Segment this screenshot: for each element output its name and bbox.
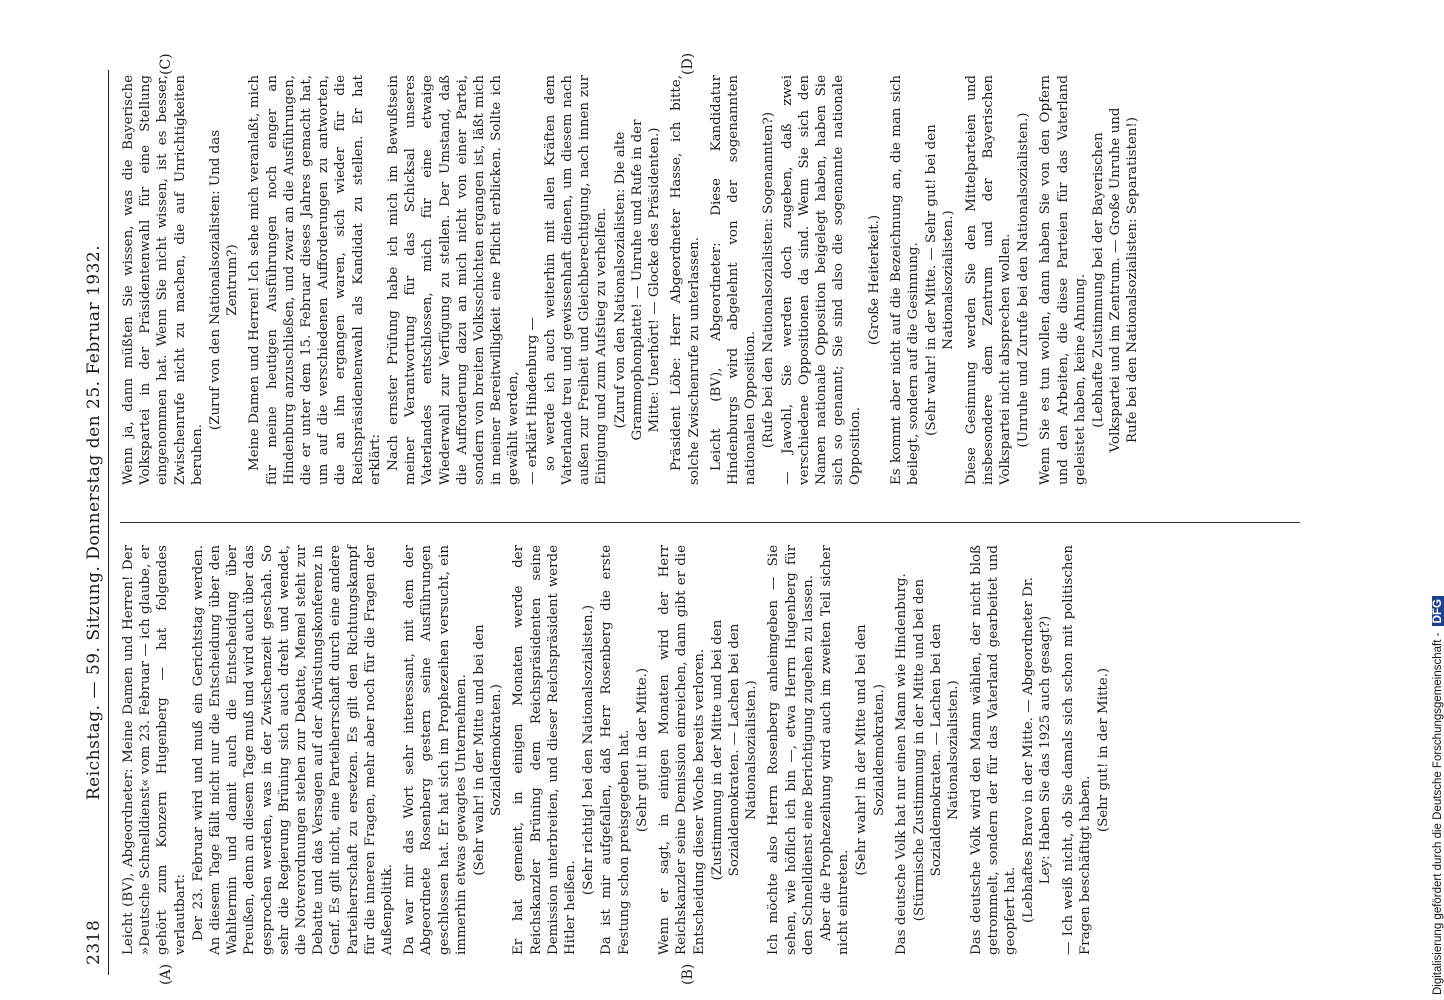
interjection: (Zuruf von den Nationalsozialisten: Und das Zentrum?) [208, 129, 241, 431]
paragraph: — erklärt Hindenburg — [524, 317, 540, 485]
paragraph: Da war mir das Wort sehr interessant, mit dem der Abgeordnete Rosenberg gestern seine Ausführungen geschlossen hat. Er hat sich im Prophezeihen versucht, ein immerhin etwas gewagtes Unternehmen. [402, 545, 469, 955]
right-column [120, 75, 1300, 485]
text-columns [120, 52, 1300, 985]
paragraph: Wenn er sagt, in einigen Monaten wird der Herr Reichskanzler seine Demission einreichen, dann gibt er die Entscheidung dieser Woche bereits verloren. [657, 545, 707, 955]
paragraph: Meine Damen und Herren! Ich sehe mich veranlaßt, mich für meine heutigen Ausführungen noch enger an Hindenburg anzuschließen, und zwar an die Ausführungen, die er unter dem 15. Februar dieses Jahres gemacht hat, um auf die verschiedenen Aufforderungen zu antworten, die an ihn ergangen waren, sich wieder für die Reichspräsidentenwahl als Kandidat zu stellen. Er hat erklärt: [247, 75, 383, 485]
dfg-logo: DFG [1432, 596, 1444, 626]
paragraph: Leicht (BV), Abgeordneter: Meine Damen und Herren! Der »Deutsche Schnelldienst« vom 23. Februar — ich glaube, er gehört zum Konzern Hugenberg — hat folgendes verlautbart: [121, 545, 188, 955]
paragraph: Ich möchte also Herrn Rosenberg anheimgeben — Sie sehen, wie höflich ich bin —, etwa Herrn Hugenberg für den Schnelldienst eine Berichtigung zugehen zu lassen. [766, 545, 816, 955]
paragraph: Aber die Prophezeihung wird auch im zweiten Teil sicher nicht eintreten. [818, 545, 852, 955]
paragraph: Wenn Sie es tun wollen, dann haben Sie von den Opfern und den Arbeiten, die diese Parteien für das Vaterland geleistet haben, keine Ahnung. [1038, 75, 1088, 485]
paragraph: Diese Gesinnung werden Sie den Mittelparteien und insbesondere dem Zentrum und der Bayerischen Volkspartei nicht absprechen wollen. [963, 75, 1013, 485]
running-title: Reichstag. — 59. Sitzung. Donnerstag den 25. Februar 1932. [84, 244, 104, 801]
interjection: (Zuruf von den Nationalsozialisten: Die alte Grammophonplatte! — Unruhe und Rufe in der Mitte: Unerhört! — Glocke des Präsidenten.) [612, 119, 663, 441]
margin-marker-a: (A) [158, 963, 174, 985]
interjection: (Sehr wahr! in der Mitte und bei den Sozialdemokraten.) [854, 624, 887, 876]
interjection: (Zustimmung in der Mitte und bei den Sozialdemokraten. — Lachen bei den Nationalsozialisten.) [709, 619, 760, 881]
interjection: (Unruhe und Zurufe bei den Nationalsozialisten.) [1016, 112, 1032, 448]
interjection: (Sehr wahr! in der Mitte. — Sehr gut! bei den Nationalsozialisten.) [924, 124, 957, 436]
header-rule [108, 70, 109, 975]
interjection: (Stürmische Zustimmung in der Mitte und bei den Sozialdemokraten. — Lachen bei den Nationalsozialisten.) [911, 578, 962, 922]
margin-marker-c: (C) [158, 53, 174, 75]
interjection: (Sehr gut! in der Mitte.) [634, 667, 650, 833]
interjection: (Lebhaftes Bravo in der Mitte. — Abgeordneter Dr. Ley: Haben Sie das 1925 auch gesagt?) [1021, 576, 1054, 924]
margin-marker-b: (B) [680, 963, 696, 985]
margin-marker-d: (D) [680, 52, 696, 75]
digitization-credit [1432, 596, 1444, 995]
paragraph: Es kommt aber nicht auf die Bezeichnung an, die man sich beilegt, sondern auf die Gesinnung. [888, 75, 921, 485]
interjection: (Sehr richtig! bei den Nationalsozialisten.) [581, 604, 597, 896]
quote-paragraph: Der 23. Februar wird und muß ein Gerichtstag werden. An diesem Tage fällt nicht nur die Entscheidung über den Wahltermin und damit auch die Entscheidung über Preußen, denn an diesem Tage muß und wird auch über das gesprochen werden, was in der Zwischenzeit geschah. So sehr die Regierung Brüning sich auch dreht und wendet, die Notverordnungen stehen zur Debatte, Memel steht zur Debatte und das Versagen auf der Abrüstungskonferenz in Genf. Es gilt nicht, eine Parteiherrschaft durch eine andere Parteiherrschaft zu ersetzen. Es gilt den Richtungskampf für die inneren Fragen, mehr aber noch für die Fragen der Außenpolitik. [190, 545, 396, 955]
paragraph: Das deutsche Volk wird den Mann wählen, der nicht bloß getrommelt, sondern der für das Vaterland gearbeitet und geopfert hat. [968, 545, 1018, 955]
interjection: (Sehr gut! in der Mitte.) [1095, 667, 1111, 833]
interjection: (Sehr wahr! in der Mitte und bei den Sozialdemokraten.) [472, 624, 505, 876]
page-number: 2318 [84, 919, 104, 965]
column-divider [120, 522, 1300, 523]
paragraph: — Jawohl, Sie werden doch zugeben, daß zwei verschiedene Oppositionen da sind. Wenn Sie sich den Namen nationale Opposition beigelegt haben, haben Sie sich so genannt; Sie sind also die sogenannte nationale Opposition. [779, 75, 864, 485]
interjection: (Rufe bei den Nationalsozialisten: Sogenannten?) [761, 111, 777, 449]
paragraph: Das deutsche Volk hat nur einen Mann wie Hindenburg. [893, 573, 909, 955]
credit-text: Digitalisierung gefördert durch die Deutsche Forschungsgemeinschaft - [1432, 632, 1444, 995]
page-header [80, 70, 110, 975]
quote-paragraph: so werde ich auch weiterhin mit allen Kräften dem Vaterlande treu und gewissenhaft dienen, um diesem nach außen zur Freiheit und Gleichberechtigung, nach innen zur Einigung und zum Aufstieg zu verhelfen. [542, 75, 610, 485]
paragraph: Wenn ja, dann müßten Sie wissen, was die Bayerische Volkspartei in der Präsidentenwahl für eine Stellung eingenommen hat. Wenn Sie nicht wissen, ist es besser, Zwischenrufe nicht zu machen, die auf Unrichtigkeiten beruhen. [121, 75, 205, 485]
interjection: (Große Heiterkeit.) [866, 214, 882, 346]
interjection: (Lebhafte Zustimmung bei der Bayerischen Volkspartei und im Zentrum. — Große Unruhe und Rufe bei den Nationalsozialisten: Separatisten!) [1090, 107, 1141, 453]
quote-paragraph: Nach ernster Prüfung habe ich mich im Bewußtsein meiner Verantwortung für das Schicksal unseres Vaterlandes entschlossen, mich für eine etwaige Wiederwahl zur Verfügung zu stellen. Der Umstand, daß die Aufforderung dazu an mich nicht von einer Partei, sondern von breiten Volksschichten ergangen ist, läßt mich in meiner Bereitwilligkeit eine Pflicht erblicken. Sollte ich gewählt werden, [386, 75, 522, 485]
scanned-page [80, 52, 1440, 985]
paragraph: Leicht (BV), Abgeordneter: Diese Kandidatur Hindenburgs wird abgelehnt von der sogenannten nationalen Opposition. [708, 75, 759, 485]
paragraph: Er hat gemeint, in einigen Monaten werde der Reichskanzler Brüning dem Reichspräsidenten seine Demission unterbreiten, und dieser Reichspräsident werde Hitler heißen. [511, 545, 579, 955]
left-column [120, 545, 1300, 955]
paragraph: Da ist mir aufgefallen, daß Herr Rosenberg die erste Festung schon preisgegeben hat. [599, 545, 632, 955]
paragraph: — Ich weiß nicht, ob Sie damals sich schon mit politischen Fragen beschäftigt haben. [1060, 545, 1093, 955]
president-remark: Präsident Löbe: Herr Abgeordneter Hasse, ich bitte, solche Zwischenrufe zu unterlassen. [669, 75, 702, 485]
